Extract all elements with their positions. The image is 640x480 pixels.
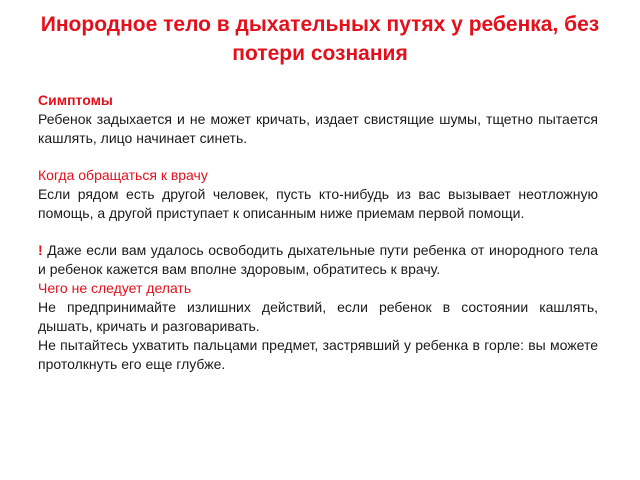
slide-content (38, 91, 598, 374)
dont-do-text-2: Не пытайтесь ухватить пальцами предмет, застрявший у ребенка в горле: вы можете протолкнуть его еще глубже. (38, 337, 598, 372)
symptoms-text: Ребенок задыхается и не может кричать, издает свистящие шумы, тщетно пытается кашлять, лицо начинает синеть. (38, 111, 598, 146)
symptoms-heading: Симптомы (38, 92, 113, 108)
when-to-see-doctor-heading: Когда обращаться к врачу (38, 167, 208, 183)
slide-title: Инородное тело в дыхательных путях у ребенка, без потери сознания (40, 13, 600, 65)
when-to-see-doctor-text: Если рядом есть другой человек, пусть кто-нибудь из вас вызывает неотложную помощь, а другой приступает к описанным ниже приемам первой помощи. (38, 186, 598, 221)
dont-do-heading: Чего не следует делать (38, 280, 192, 296)
warning-mark: ! (38, 242, 43, 258)
warning-text: Даже если вам удалось освободить дыхательные пути ребенка от инородного тела и ребенок кажется вам вполне здоровым, обратитесь к врачу. (38, 242, 598, 277)
dont-do-text-1: Не предпринимайте излишних действий, если ребенок в состоянии кашлять, дышать, кричать и разговаривать. (38, 299, 598, 334)
warning-paragraph (38, 241, 598, 279)
